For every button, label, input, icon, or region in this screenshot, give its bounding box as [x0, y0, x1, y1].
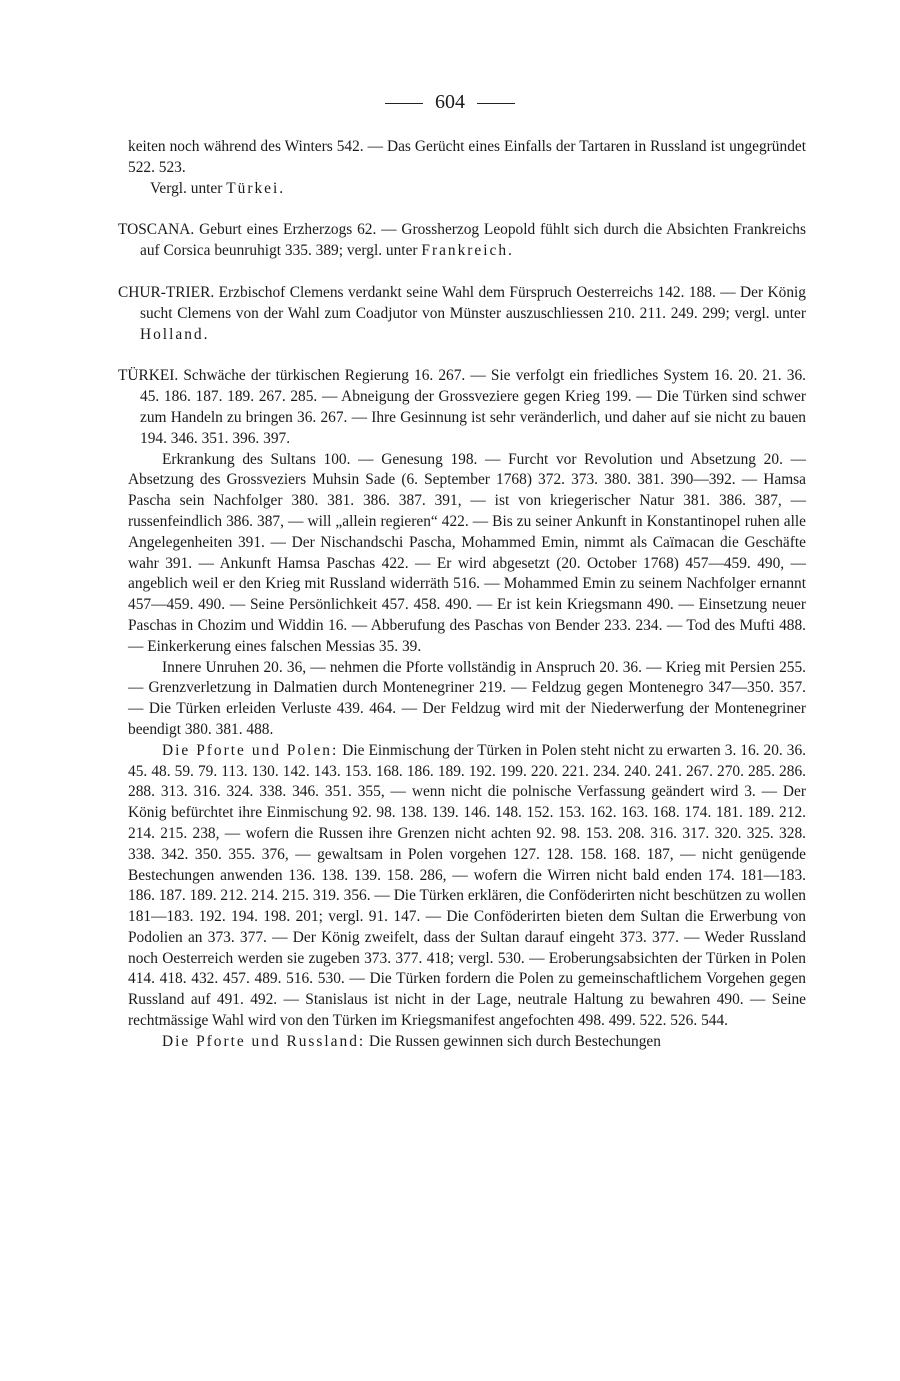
entry-text: keiten noch während des Winters 542. — Das Gerücht eines Einfalls der Tartaren in Russland ist ungegründet 522. 523. — [128, 138, 806, 176]
paragraph-sultan: Erkrankung des Sultans 100. — Genesung 198. — Furcht vor Revolution und Absetzung 20. — Absetzung des Grossveziers Muhsin Sade (6. September 1768) 372. 373. 380. 381. 390—392. — Hamsa Pascha sein Nachfolger 380. 381. 386. 387. 391, — ist von kriegerischer Natur 381. 386. 387, — russenfeindlich 386. 387, — will „allein regieren“ 422. — Bis zu seiner Ankunft in Konstantinopel ruhen alle Angelegenheiten 391. — Der Nischandschi Pascha, Mohammed Emin, nimmt als Caïmacan die Geschäfte wahr 391. — Ankunft Hamsa Paschas 422. — Er wird abgesetzt (20. October 1768) 457—459. 490, — angeblich weil er den Krieg mit Russland widerräth 516. — Mohammed Emin zu seinem Nachfolger ernannt 457—459. 490. — Seine Persönlichkeit 457. 458. 490. — Er ist kein Kriegsmann 490. — Einsetzung neuer Paschas in Chozim und Widdin 16. — Abberufung des Paschas von Bender 233. 234. — Tod des Mufti 488. — Einkerkerung eines falschen Messias 35. 39. — [128, 450, 806, 655]
entry-text: Schwäche der türkischen Regierung 16. 267. — Sie verfolgt ein friedliches System 16. 20. 21. 36. 45. 186. 187. 189. 267. 285. — Abneigung der Grossveziere gegen Krieg 199. — Die Türken sind schwer zum Handeln zu bringen 36. 267. — Ihre Gesinnung ist sehr veränderlich, und daher auf sie nicht zu bauen 194. 346. 351. 396. 397. — [140, 367, 806, 447]
header-rule-right — [477, 103, 515, 104]
entry-tuerkei — [118, 366, 806, 1052]
index-text — [118, 137, 806, 1074]
entry-continuation — [118, 137, 806, 199]
subheading: Die Pforte und Russland: — [162, 1032, 366, 1050]
entry-heading: TÜRKEI. — [118, 367, 179, 385]
entry-heading: CHUR-TRIER. — [118, 283, 215, 301]
cross-reference-target: Frankreich. — [421, 242, 514, 260]
header-rule-left — [385, 103, 423, 104]
page-number: 604 — [435, 91, 465, 113]
subheading: Die Pforte und Polen: — [162, 741, 339, 759]
cross-reference-target: Holland. — [140, 325, 210, 343]
entry-heading: TOSCANA. — [118, 221, 195, 239]
page-header — [0, 91, 900, 113]
entry-text: Geburt eines Erzherzogs 62. — Grossherzog Leopold fühlt sich durch die Absichten Frankreichs auf Corsica beunruhigt 335. 389; vergl. unter — [140, 221, 806, 260]
entry-text: Erzbischof Clemens verdankt seine Wahl dem Fürspruch Oesterreichs 142. 188. — Der König sucht Clemens von der Wahl zum Coadjutor von Münster auszuschliessen 210. 211. 249. 299; vergl. unter — [140, 283, 806, 322]
paragraph-russia: Die Pforte und Russland: Die Russen gewinnen sich durch Bestechungen — [162, 1032, 661, 1050]
entry-toscana — [118, 220, 806, 262]
paragraph-poland: Die Pforte und Polen: Die Einmischung der Türken in Polen steht nicht zu erwarten 3. 16. 20. 36. 45. 48. 59. 79. 113. 130. 142. 143. 153. 168. 186. 189. 192. 199. 220. 221. 234. 240. 241. 267. 270. 285. 286. 288. 313. 316. 324. 338. 346. 351. 355, — wenn nicht die polnische Verfassung geändert wird 3. — Der König befürchtet ihre Einmischung 92. 98. 138. 139. 146. 148. 152. 153. 162. 163. 168. 174. 181. 189. 212. 214. 215. 238, — wofern die Russen ihre Grenzen nicht achten 92. 98. 153. 208. 316. 317. 320. 325. 328. 338. 342. 350. 355. 376, — gewaltsam in Polen vorgehen 127. 128. 158. 168. 187, — nicht genügende Bestechungen anwenden 136. 138. 139. 158. 286, — wofern die Wirren nicht bald enden 174. 181—183. 186. 187. 189. 212. 214. 215. 319. 356. — Die Türken erklären, die Conföderirten nicht beschützen zu wollen 181—183. 192. 194. 198. 201; vergl. 91. 147. — Die Conföderirten bieten dem Sultan die Erwerbung von Podolien an 373. 377. — Der König zweifelt, dass der Sultan darauf eingeht 373. 377. — Weder Russland noch Oesterreich werden sie zugeben 373. 377. 418; vergl. 530. — Eroberungsabsichten der Türken in Polen 414. 418. 432. 457. 489. 516. 530. — Die Türken fordern die Polen zu gemeinschaftlichem Vorgehen gegen Russland auf 491. 492. — Stanislaus ist nicht in der Lage, neutrale Haltung zu bewahren 490. — Seine rechtmässige Wahl wird von den Türken im Kriegsmanifest angefochten 498. 499. 522. 526. 544. — [128, 741, 807, 1030]
paragraph-unrest: Innere Unruhen 20. 36, — nehmen die Pforte vollständig in Anspruch 20. 36. — Krieg mit Persien 255. — Grenzverletzung in Dalmatien durch Montenegriner 219. — Feldzug gegen Montenegro 347—350. 357. — Die Türken erleiden Verluste 439. 464. — Der Feldzug wird mit der Niederwerfung der Montenegriner beendigt 380. 381. 488. — [128, 658, 806, 738]
cross-reference: Vergl. unter Türkei. — [150, 179, 286, 197]
cross-reference-target: Türkei. — [226, 179, 286, 197]
entry-chur-trier — [118, 283, 806, 345]
